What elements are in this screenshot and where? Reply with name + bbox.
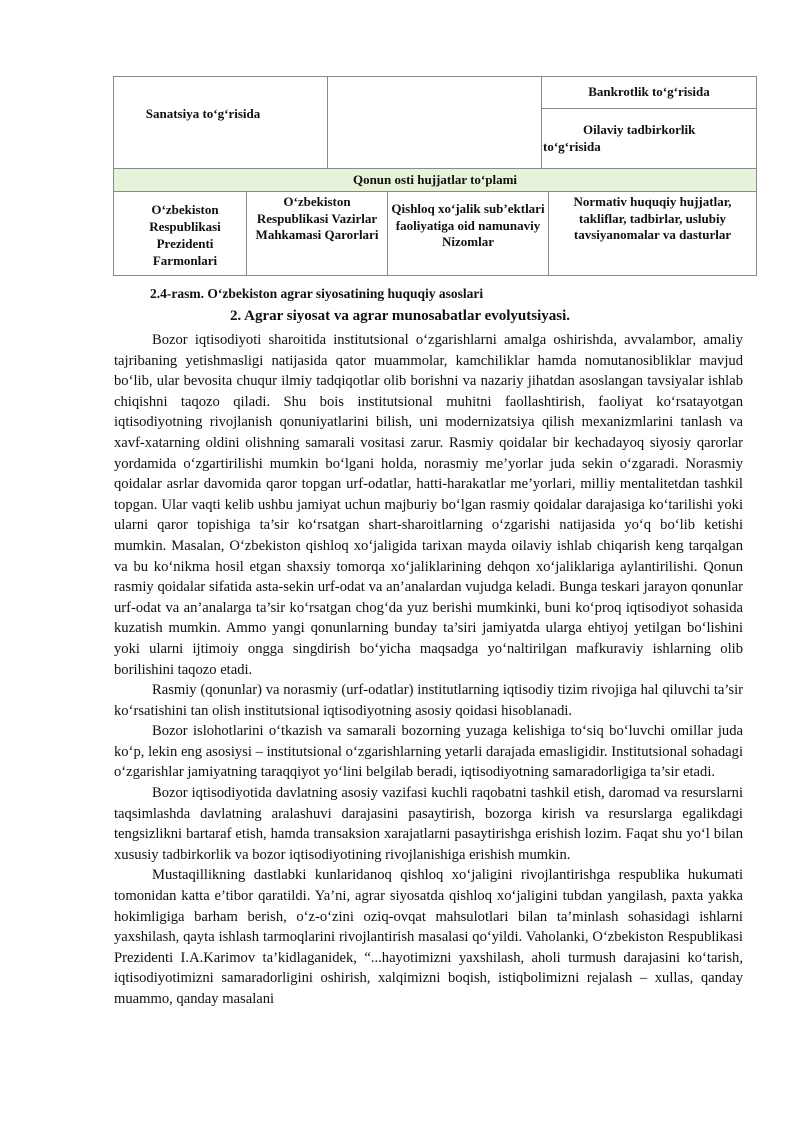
section-heading: 2. Agrar siyosat va agrar munosabatlar evolyutsiyasi. xyxy=(229,308,570,324)
body-text xyxy=(114,330,743,1010)
row1-middle-box xyxy=(327,76,542,169)
paragraph: Bozor iqtisodiyoti sharoitida institutsional o‘zgarishlarni amalga oshirishda, avvalambor, amaliy tajribaning yetishmasligi natijasida qator muammolar, kamchiliklar hamda nomutanosibliklar mavjud bo‘lib, ular bevosita chuqur ilmiy tadqiqotlar olib borishni va nazariy jihatdan asoslangan tavsiyalar ishlab chiqishni taqozo qiladi. Shu bois institutsional muhitni faollashtirish, faoliyat ko‘rsatayotgan iqtisodiyotning rivojlanish qonuniyatlarini bilish, uni modernizatsiya qilish mexanizmlarini tanlash va xavf-xatarning oldini olishning samarali vositasi zarur. Rasmiy qoidalar bir kechadayoq siyosiy qarorlar yordamida o‘zgartirilishi mumkin bo‘lgani holda, norasmiy me’yorlar juda sekin o‘zgaradi. Norasmiy qoidalar asrlar davomida qaror topgan urf-odatlar, hatti-harakatlar me’yorlari, milliy mentalitetdan tashkil topgan. Ular vaqti kelib ushbu jamiyat uchun majburiy bo‘lgan rasmiy qoidalar darajasiga ko‘tarilishi yoki ularni qaror topishiga ta’sir ko‘rsatgan shart-sharoitlarning o‘zgarishi natijasida yo‘q bo‘lib ketishi mumkin. Masalan, O‘zbekiston qishloq xo‘jaligida tarixan mayda oilaviy ishlab chiqarish keng tarqalgan va bu ko‘nikma hosil etgan shaxsiy tomorqa xo‘jaliklarining dehqon xo‘jaliklariga aylantirilishi. Qonun rasmiy qoidalar sifatida asta-sekin urf-odat va an’analardan vujudga keladi. Bunga teskari jarayon qonunlar urf-odat va an’analarga ta’sir ko‘rsatgan chog‘da yuz berishi mumkinki, buni ko‘proq iqtisodiyot sohasida kuzatish mumkin. Ammo yangi qonunlarning bunday ta’siri jamiyatda ularga ehtiyoj yetilgan bo‘lishini yoki ularni ijtimoiy ongga singdirish bo‘yicha maqsadga yo‘naltirilgan mafkuraviy ishlarning olib borilishini taqozo etadi. xyxy=(114,332,743,678)
presidential-decrees-text: O‘zbekiston Respublikasi Prezidenti Farmonlari xyxy=(149,202,221,268)
model-regulations-text: Qishloq xo‘jalik sub’ektlari faoliyatiga oid namunaviy Nizomlar xyxy=(391,201,545,249)
paragraph: Bozor islohotlarini o‘tkazish va samarali bozorning yuzaga kelishiga to‘siq bo‘luvchi omillar juda ko‘p, lekin eng asosiysi – institutsional o‘zgarishlarning yetarli darajada emasligidir. Institutsional sohadagi o‘zgarishlar jamiyatning taraqqiyot yo‘lini belgilab beradi, iqtisodiyotning samaradorligiga ta’sir etadi. xyxy=(114,723,743,781)
row1-right-bottom-text: Oilaviy tadbirkorlik to‘g‘risida xyxy=(543,122,696,154)
normative-documents-text: Normativ huquqiy hujjatlar, takliflar, tadbirlar, uslubiy tavsiyanomalar va dasturlar xyxy=(573,194,732,242)
row1-right-top-text: Bankrotlik to‘g‘risida xyxy=(588,84,710,99)
paragraph: Mustaqillikning dastlabki kunlaridanoq qishloq xo‘jaligini rivojlantirishga respublika hukumati tomonidan katta e’tibor qaratildi. Ya’ni, agrar siyosatda qishloq xo‘jaligini tubdan yangilash, paxta yakka hokimligiga barham berish, o‘z-o‘zini oziq-ovqat mahsulotlari bilan ta’minlash sohasidagi ishlarni yaxshilash, qayta ishlash tarmoqlarini rivojlantirish masalasi qo‘yildi. Vaholanki, O‘zbekiston Respublikasi Prezidenti I.A.Karimov ta’kidlaganidek, “...hayotimizni yaxshilash, aholi turmush darajasini ko‘tarish, iqtisodiyotimizni samaradorligini oshirish, xalqimizni boqish, istiqbolimizni rejalash – xullas, qanday muammo, qanday masalani xyxy=(114,867,743,1007)
cabinet-resolutions-text: O‘zbekiston Respublikasi Vazirlar Mahkamasi Qarorlari xyxy=(255,194,379,242)
row1-left-box xyxy=(113,76,328,169)
row1-left-text: Sanatsiya to‘g‘risida xyxy=(145,106,261,121)
paragraph: Rasmiy (qonunlar) va norasmiy (urf-odatlar) institutlarning iqtisodiy tizim rivojiga hal qiluvchi ta’sir ko‘rsatishini tan olish institutsional iqtisodiyotning asosiy qoidasi hisoblanadi. xyxy=(114,682,743,719)
paragraph: Bozor iqtisodiyotida davlatning asosiy vazifasi kuchli raqobatni tashkil etish, daromad va resurslarni taqsimlashda davlatning aralashuvi darajasini pasaytirish, bozorga kirish va resurslarga egalikdagi tengsizlikni bartaraf etish, hamda transaksion xarajatlarni pasaytirishga erishish lozim. Faqat shu yo‘l bilan xususiy tadbirkorlik va bozor iqtisodiyotining rivojlanishiga erishish mumkin. xyxy=(114,785,743,863)
figure-caption: 2.4-rasm. O‘zbekiston agrar siyosatining huquqiy asoslari xyxy=(150,286,484,301)
subordinate-acts-title: Qonun osti hujjatlar to‘plami xyxy=(352,172,518,187)
